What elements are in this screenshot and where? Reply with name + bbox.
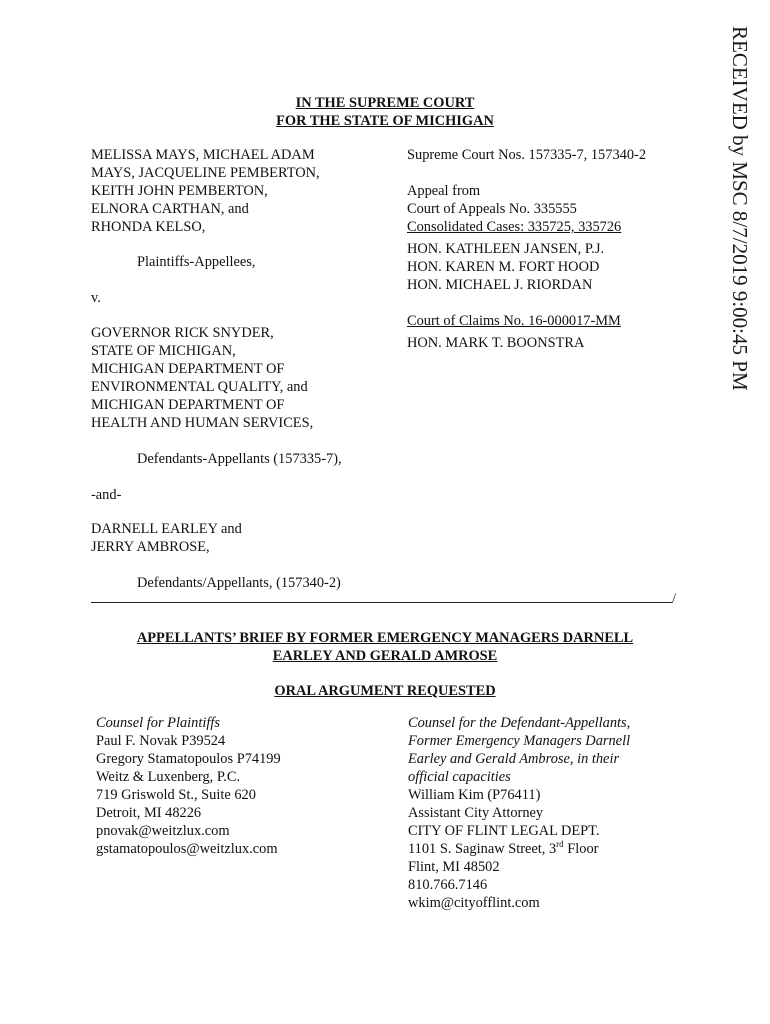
court-title-line1: IN THE SUPREME COURT: [295, 95, 475, 111]
counsel-line: Detroit, MI 48226: [96, 805, 202, 821]
counsel-line: William Kim (P76411): [408, 787, 541, 803]
supreme-court-nos: Supreme Court Nos. 157335-7, 157340-2: [407, 147, 647, 163]
and-separator: -and-: [91, 487, 122, 503]
plaintiff-line: MELISSA MAYS, MICHAEL ADAM: [91, 147, 315, 163]
defendant-line: ENVIRONMENTAL QUALITY, and: [91, 379, 308, 395]
counsel-line: CITY OF FLINT LEGAL DEPT.: [408, 823, 600, 839]
defendant-line: STATE OF MICHIGAN,: [91, 343, 236, 359]
defendants-block: [91, 324, 313, 432]
counsel-defendants-heading: Earley and Gerald Ambrose, in their: [408, 751, 620, 767]
caption-rule: [91, 602, 672, 603]
counsel-line: 719 Griswold St., Suite 620: [96, 787, 256, 803]
claims-judge: HON. MARK T. BOONSTRA: [407, 335, 585, 351]
defendant-line: HEALTH AND HUMAN SERVICES,: [91, 415, 314, 431]
defendants2-role: Defendants/Appellants, (157340-2): [137, 575, 341, 591]
counsel-defendants-heading: Counsel for the Defendant-Appellants,: [408, 715, 631, 731]
defendant2-line: JERRY AMBROSE,: [91, 539, 210, 555]
oral-argument-notice: ORAL ARGUMENT REQUESTED: [274, 683, 496, 699]
counsel-line: Flint, MI 48502: [408, 859, 500, 875]
counsel-email: wkim@cityofflint.com: [408, 895, 540, 911]
street-suffix: Floor: [563, 841, 599, 857]
judge-line: HON. KAREN M. FORT HOOD: [407, 259, 600, 275]
defendant-line: MICHIGAN DEPARTMENT OF: [91, 397, 285, 413]
defendant-line: MICHIGAN DEPARTMENT OF: [91, 361, 285, 377]
counsel-line: Paul F. Novak P39524: [96, 733, 226, 749]
brief-title-line2: EARLEY AND GERALD AMROSE: [272, 648, 498, 664]
defendant2-line: DARNELL EARLEY and: [91, 521, 242, 537]
counsel-plaintiffs-heading: Counsel for Plaintiffs: [96, 715, 220, 731]
plaintiff-line: RHONDA KELSO,: [91, 219, 206, 235]
defendant-line: GOVERNOR RICK SNYDER,: [91, 325, 274, 341]
counsel-line: Gregory Stamatopoulos P74199: [96, 751, 281, 767]
plaintiffs-role: Plaintiffs-Appellees,: [137, 254, 256, 270]
counsel-plaintiffs-block: [96, 714, 281, 858]
plaintiff-line: MAYS, JACQUELINE PEMBERTON,: [91, 165, 320, 181]
counsel-line: Assistant City Attorney: [408, 805, 544, 821]
coa-number: Court of Appeals No. 335555: [407, 201, 577, 217]
counsel-defendants-heading: official capacities: [408, 769, 511, 785]
counsel-defendants-block: [408, 714, 630, 912]
versus: v.: [91, 290, 101, 306]
claims-number: Court of Claims No. 16-000017-MM: [407, 313, 621, 329]
street-superscript: rd: [556, 839, 564, 850]
plaintiff-line: ELNORA CARTHAN, and: [91, 201, 249, 217]
counsel-email: gstamatopoulos@weitzlux.com: [96, 841, 278, 857]
received-stamp: RECEIVED by MSC 8/7/2019 9:00:45 PM: [728, 26, 752, 391]
plaintiffs-block: [91, 146, 320, 236]
caption-slash: /: [672, 591, 676, 607]
counsel-street: [408, 840, 630, 858]
counsel-email: pnovak@weitzlux.com: [96, 823, 230, 839]
street-prefix: 1101 S. Saginaw Street, 3: [408, 841, 557, 857]
judge-line: HON. MICHAEL J. RIORDAN: [407, 277, 593, 293]
defendants2-block: [91, 520, 242, 556]
defendants-role: Defendants-Appellants (157335-7),: [137, 451, 342, 467]
counsel-defendants-heading: Former Emergency Managers Darnell: [408, 733, 631, 749]
consolidated-cases: Consolidated Cases: 335725, 335726: [407, 219, 622, 235]
counsel-line: Weitz & Luxenberg, P.C.: [96, 769, 241, 785]
appeal-from: Appeal from: [407, 183, 481, 199]
judges-block: [407, 240, 604, 294]
court-title-line2: FOR THE STATE OF MICHIGAN: [276, 113, 494, 129]
judge-line: HON. KATHLEEN JANSEN, P.J.: [407, 241, 605, 257]
brief-title-line1: APPELLANTS’ BRIEF BY FORMER EMERGENCY MANAGERS DARNELL: [136, 630, 634, 646]
plaintiff-line: KEITH JOHN PEMBERTON,: [91, 183, 268, 199]
counsel-line: 810.766.7146: [408, 877, 488, 893]
